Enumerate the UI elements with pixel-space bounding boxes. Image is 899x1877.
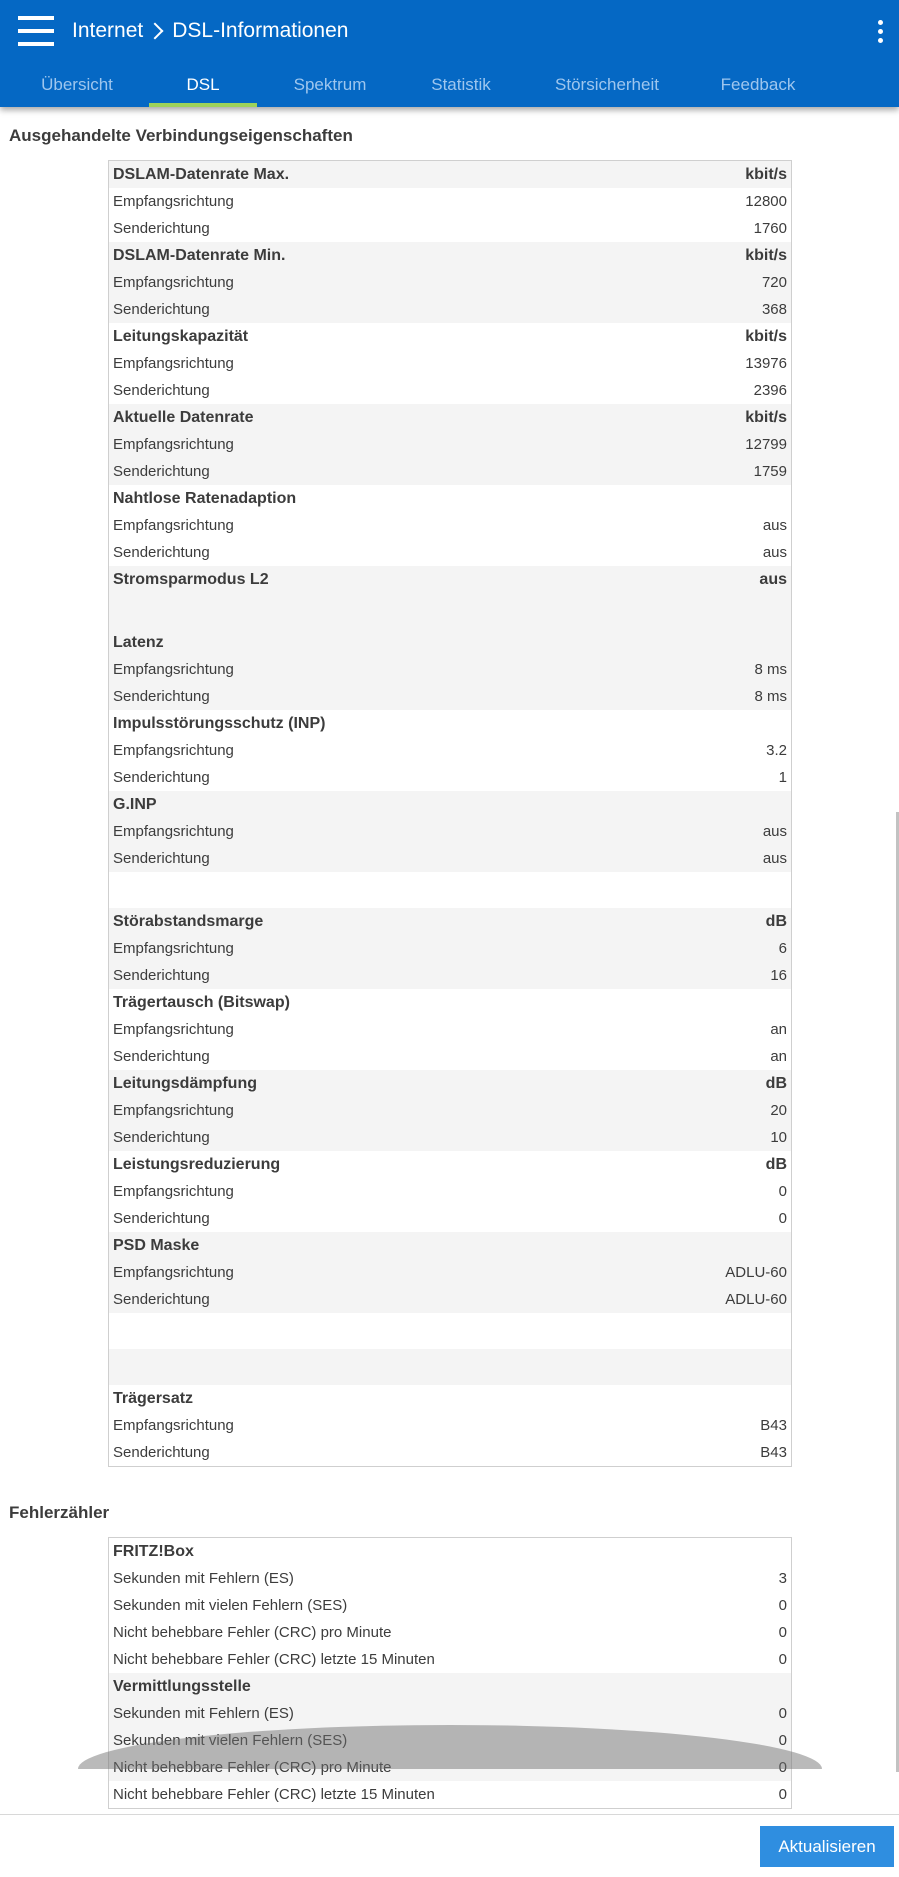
table-row — [109, 764, 792, 791]
row-label — [109, 593, 621, 629]
row-value: 3.2 — [766, 742, 787, 759]
table-row-group-header — [109, 1151, 792, 1178]
row-value: aus — [621, 566, 792, 593]
row-value: aus — [621, 818, 792, 845]
row-value: 0 — [778, 1651, 787, 1668]
row-label: Nicht behebbare Fehler (CRC) letzte 15 Minuten — [113, 1651, 435, 1668]
row-value: aus — [621, 845, 792, 872]
breadcrumb-current: DSL-Informationen — [172, 19, 349, 42]
row-label: Empfangsrichtung — [109, 269, 621, 296]
row-value — [621, 1385, 792, 1412]
error-row — [109, 1565, 792, 1592]
row-value: 0 — [778, 1210, 787, 1227]
table-row-group-header — [109, 989, 792, 1016]
table-row — [109, 935, 792, 962]
row-value: 0 — [778, 1597, 787, 1614]
chevron-right-icon — [147, 23, 164, 40]
row-value: B43 — [760, 1444, 787, 1461]
row-value: kbit/s — [745, 327, 787, 345]
app-bar — [0, 0, 899, 107]
row-value: 0 — [710, 1754, 792, 1781]
row-value: 13976 — [745, 355, 787, 372]
row-label: Senderichtung — [113, 382, 210, 399]
row-value: 16 — [621, 962, 792, 989]
table-row-group-header — [109, 1232, 792, 1259]
row-label: Senderichtung — [109, 1286, 621, 1313]
row-value — [621, 791, 792, 818]
tab-spektrum[interactable]: Spektrum — [293, 75, 367, 94]
row-label: Empfangsrichtung — [113, 1417, 234, 1434]
error-row — [109, 1727, 792, 1754]
row-label: Leitungsdämpfung — [109, 1070, 621, 1097]
table-row — [109, 656, 792, 683]
row-value: kbit/s — [621, 161, 792, 189]
table-row — [109, 1097, 792, 1124]
table-row-group-header — [109, 566, 792, 593]
row-value: 0 — [778, 1786, 787, 1803]
more-options-icon[interactable] — [873, 18, 887, 44]
error-row — [109, 1754, 792, 1781]
row-value: ADLU-60 — [621, 1286, 792, 1313]
table-row — [109, 962, 792, 989]
row-label: Nicht behebbare Fehler (CRC) pro Minute — [109, 1754, 710, 1781]
table-row — [109, 215, 792, 242]
row-label — [109, 1349, 621, 1385]
row-value: 1760 — [753, 220, 787, 237]
table-row — [109, 1412, 792, 1439]
row-value: 3 — [778, 1570, 787, 1587]
row-label: Latenz — [109, 629, 621, 656]
table-row — [109, 431, 792, 458]
row-label: Empfangsrichtung — [113, 1021, 234, 1038]
row-label: Senderichtung — [109, 845, 621, 872]
table-row — [109, 737, 792, 764]
row-value — [621, 485, 792, 512]
hamburger-menu-icon[interactable] — [14, 14, 60, 48]
row-value: aus — [762, 517, 787, 534]
row-value: B43 — [760, 1417, 787, 1434]
table-row — [109, 350, 792, 377]
table-row — [109, 1259, 792, 1286]
row-label: Stromsparmodus L2 — [109, 566, 621, 593]
row-value: 12800 — [745, 193, 787, 210]
row-label: Empfangsrichtung — [113, 1183, 234, 1200]
section-title-connection: Ausgehandelte Verbindungseigenschaften — [9, 126, 353, 145]
row-label: Empfangsrichtung — [109, 656, 621, 683]
error-row — [109, 1781, 792, 1809]
row-value — [710, 1538, 792, 1566]
row-label: Empfangsrichtung — [113, 517, 234, 534]
row-value: dB — [765, 1155, 787, 1173]
row-value: kbit/s — [621, 404, 792, 431]
table-row — [109, 512, 792, 539]
row-value: 0 — [778, 1624, 787, 1641]
row-value — [621, 989, 792, 1016]
row-value: 10 — [621, 1124, 792, 1151]
tab-statistik[interactable]: Statistik — [431, 75, 491, 94]
row-label: Sekunden mit Fehlern (ES) — [113, 1570, 294, 1587]
breadcrumb — [72, 16, 348, 46]
row-value — [621, 593, 792, 629]
row-label: Vermittlungsstelle — [109, 1673, 710, 1700]
refresh-button[interactable]: Aktualisieren — [760, 1826, 894, 1867]
row-label: PSD Maske — [109, 1232, 621, 1259]
row-label: Nahtlose Ratenadaption — [113, 489, 297, 507]
table-row — [109, 1043, 792, 1070]
tab-dsl[interactable]: DSL — [149, 66, 257, 104]
row-label: Empfangsrichtung — [113, 193, 234, 210]
row-label: Aktuelle Datenrate — [109, 404, 621, 431]
row-value: 20 — [621, 1097, 792, 1124]
row-value: 12799 — [621, 431, 792, 458]
row-value: dB — [621, 908, 792, 935]
row-value: an — [770, 1021, 787, 1038]
row-value: 0 — [710, 1727, 792, 1754]
table-row — [109, 1124, 792, 1151]
table-row-group-header — [109, 485, 792, 512]
table-row-group-header — [109, 242, 792, 269]
table-row — [109, 458, 792, 485]
row-value: 8 ms — [621, 656, 792, 683]
row-value — [621, 1232, 792, 1259]
row-label: Nicht behebbare Fehler (CRC) pro Minute — [113, 1624, 392, 1641]
row-label: Trägersatz — [113, 1389, 194, 1407]
table-row-group-header — [109, 710, 792, 737]
table-row-spacer — [109, 872, 792, 908]
footer-divider — [0, 1814, 899, 1815]
row-label: Empfangsrichtung — [109, 431, 621, 458]
table-row — [109, 377, 792, 404]
row-value — [621, 629, 792, 656]
row-value: 1759 — [621, 458, 792, 485]
row-label: Trägertausch (Bitswap) — [113, 993, 290, 1011]
row-label: Empfangsrichtung — [109, 1259, 621, 1286]
breadcrumb-parent[interactable]: Internet — [72, 19, 144, 42]
row-label: Empfangsrichtung — [113, 355, 234, 372]
row-value: 6 — [621, 935, 792, 962]
row-label: Senderichtung — [109, 962, 621, 989]
row-label: Senderichtung — [113, 769, 210, 786]
row-value: 0 — [778, 1183, 787, 1200]
row-value: 720 — [621, 269, 792, 296]
table-row-spacer — [109, 1349, 792, 1385]
row-label: Empfangsrichtung — [109, 1097, 621, 1124]
row-value — [621, 1313, 792, 1349]
error-row — [109, 1700, 792, 1727]
table-row — [109, 269, 792, 296]
error-row — [109, 1646, 792, 1673]
row-label: Senderichtung — [113, 1048, 210, 1065]
table-row-group-header — [109, 629, 792, 656]
row-label: Empfangsrichtung — [109, 818, 621, 845]
row-value: 0 — [710, 1700, 792, 1727]
row-label: DSLAM-Datenrate Min. — [109, 242, 621, 269]
row-value: aus — [762, 544, 787, 561]
row-label: Störabstandsmarge — [109, 908, 621, 935]
row-label: Leistungsreduzierung — [113, 1155, 281, 1173]
row-value: 368 — [621, 296, 792, 323]
table-row — [109, 1016, 792, 1043]
row-label: Senderichtung — [113, 1210, 210, 1227]
row-value: 1 — [778, 769, 787, 786]
table-row — [109, 1205, 792, 1232]
table-row-group-header — [109, 791, 792, 818]
row-label: Empfangsrichtung — [109, 935, 621, 962]
row-label: Senderichtung — [109, 683, 621, 710]
table-row — [109, 1439, 792, 1467]
row-label: Senderichtung — [113, 220, 210, 237]
tab-uebersicht[interactable]: Übersicht — [41, 75, 113, 94]
row-label: Senderichtung — [109, 458, 621, 485]
row-value: an — [770, 1048, 787, 1065]
row-value — [710, 1673, 792, 1700]
table-row — [109, 1286, 792, 1313]
section-title-errors: Fehlerzähler — [9, 1503, 110, 1522]
row-label: DSLAM-Datenrate Max. — [109, 161, 621, 189]
row-value — [621, 872, 792, 908]
row-label: Senderichtung — [113, 1444, 210, 1461]
tab-bar — [0, 66, 899, 107]
table-row — [109, 296, 792, 323]
row-label: Sekunden mit vielen Fehlern (SES) — [109, 1727, 710, 1754]
row-value — [621, 1349, 792, 1385]
table-row — [109, 539, 792, 566]
row-label: Sekunden mit Fehlern (ES) — [109, 1700, 710, 1727]
error-row — [109, 1592, 792, 1619]
row-label: Sekunden mit vielen Fehlern (SES) — [113, 1597, 348, 1614]
error-row-group-header — [109, 1538, 792, 1566]
row-value: 2396 — [753, 382, 787, 399]
table-row-group-header — [109, 161, 792, 189]
table-row-group-header — [109, 1385, 792, 1412]
row-label: Nicht behebbare Fehler (CRC) letzte 15 Minuten — [113, 1786, 435, 1803]
row-label: G.INP — [109, 791, 621, 818]
row-label: Senderichtung — [113, 544, 210, 561]
row-label: Empfangsrichtung — [113, 742, 234, 759]
table-row-group-header — [109, 908, 792, 935]
row-label — [109, 1313, 621, 1349]
error-row — [109, 1619, 792, 1646]
row-label: Senderichtung — [109, 296, 621, 323]
table-row — [109, 1178, 792, 1205]
table-row — [109, 188, 792, 215]
row-value: kbit/s — [621, 242, 792, 269]
table-row-group-header — [109, 404, 792, 431]
table-row-group-header — [109, 323, 792, 350]
row-label — [109, 872, 621, 908]
error-row-group-header — [109, 1673, 792, 1700]
table-row-spacer — [109, 593, 792, 629]
table-row-group-header — [109, 1070, 792, 1097]
row-label: FRITZ!Box — [113, 1542, 194, 1560]
row-value: 8 ms — [621, 683, 792, 710]
row-value: ADLU-60 — [621, 1259, 792, 1286]
connection-properties-table — [108, 160, 792, 1467]
table-row-spacer — [109, 1313, 792, 1349]
row-label: Impulsstörungsschutz (INP) — [113, 714, 326, 732]
row-value: dB — [621, 1070, 792, 1097]
row-value — [621, 710, 792, 737]
table-row — [109, 683, 792, 710]
tab-stoersicherheit[interactable]: Störsicherheit — [555, 75, 659, 94]
row-label: Senderichtung — [109, 1124, 621, 1151]
table-row — [109, 818, 792, 845]
row-label: Leitungskapazität — [113, 327, 249, 345]
table-row — [109, 845, 792, 872]
error-counter-table — [108, 1537, 792, 1809]
tab-feedback[interactable]: Feedback — [720, 75, 796, 94]
